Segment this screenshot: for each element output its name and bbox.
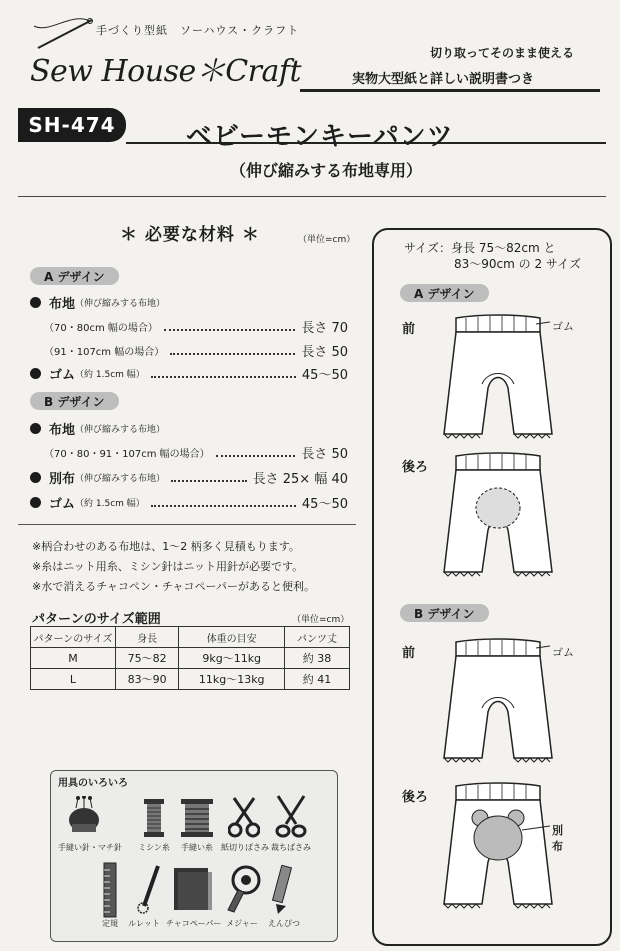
pants-a-back-illustration: [436, 450, 560, 582]
leader-dots: [164, 321, 295, 331]
available-sizes: [404, 240, 581, 272]
sub-fabric-callout-2: 布: [552, 840, 563, 853]
design-b-sub-fabric: [30, 467, 348, 487]
table-cell: L: [31, 669, 116, 690]
tool-label: チャコペーパー: [166, 919, 222, 928]
fabric-name: 布地: [49, 296, 76, 312]
table-header-row: [31, 627, 350, 648]
pants-b-front-illustration: [436, 636, 560, 768]
tracing-wheel-icon: [136, 862, 164, 914]
front-label: 前: [402, 646, 416, 661]
table-cell: M: [31, 648, 116, 669]
fabric-note: （伸び縮みする布地）: [75, 424, 166, 435]
size-table-unit: （単位=cm）: [292, 615, 350, 625]
width-condition: （70・80cm 幅の場合）: [44, 322, 158, 334]
pants-a-front-illustration: [436, 312, 560, 444]
tool-label: 定規: [102, 919, 118, 928]
ruler-icon: [100, 862, 120, 918]
pencil-icon: [270, 864, 296, 914]
elastic-name: ゴム: [49, 496, 76, 512]
elastic-callout: ゴム: [552, 320, 574, 333]
leader-dots: [151, 368, 296, 378]
brand-subtitle: 手づくり型紙 ソーハウス・クラフト: [96, 24, 300, 37]
sizes-line: サイズ：身長 75〜82cm と: [404, 241, 556, 255]
hand-thread-icon: [180, 798, 214, 838]
design-a-badge: A デザイン: [30, 267, 119, 285]
width-condition: （91・107cm 幅の場合）: [44, 346, 165, 358]
leader-dots: [151, 497, 296, 507]
tool-label: メジャー: [226, 919, 258, 928]
column-header: パンツ丈: [285, 627, 350, 648]
bullet-icon: [30, 297, 41, 308]
fabric-note: （伸び縮みする布地）: [75, 298, 166, 309]
paper-scissors-icon: [228, 796, 260, 838]
design-b-badge: B デザイン: [30, 392, 119, 410]
remark-line: ※糸はニット用糸、ミシン針はニット用針が必要です。: [32, 560, 304, 573]
tool-label: 手縫い糸: [181, 843, 213, 852]
remark-line: ※水で消えるチャコペン・チャコペーパーがあると便利。: [32, 580, 316, 593]
materials-heading: ＊ 必要な材料 ＊: [120, 225, 260, 245]
thread-spool-icon: [142, 798, 166, 838]
section-divider: [18, 196, 606, 197]
tagline-underline: [300, 89, 600, 92]
materials-divider: [18, 524, 356, 525]
bullet-icon: [30, 472, 41, 483]
elastic-callout: ゴム: [552, 646, 574, 659]
fabric-name: 布地: [49, 422, 76, 438]
sub-fabric-note: （伸び縮みする布地）: [75, 473, 166, 484]
column-header: パターンのサイズ: [31, 627, 116, 648]
leader-dots: [170, 345, 295, 355]
design-a-diagram-badge: A デザイン: [400, 284, 489, 302]
tool-label: 紙切りばさみ: [221, 843, 269, 852]
elastic-note: （約 1.5cm 幅）: [75, 369, 145, 380]
tagline-full-size: 実物大型紙と詳しい説明書つき: [352, 72, 535, 87]
table-cell: 11kg〜13kg: [179, 669, 285, 690]
sub-fabric-callout-1: 別: [552, 824, 563, 837]
design-a-fabric-row-2: [44, 340, 348, 360]
bullet-icon: [30, 368, 41, 379]
product-title: ベビーモンキーパンツ: [186, 122, 454, 152]
pants-b-back-illustration: [436, 780, 560, 916]
bullet-icon: [30, 423, 41, 434]
design-a-fabric: [30, 292, 348, 312]
table-cell: 約 38: [285, 648, 350, 669]
sizes-line: 83〜90cm の 2 サイズ: [454, 257, 581, 271]
tool-label: えんぴつ: [268, 919, 300, 928]
table-cell: 約 41: [285, 669, 350, 690]
column-header: 体重の目安: [179, 627, 285, 648]
column-header: 身長: [116, 627, 179, 648]
elastic-note: （約 1.5cm 幅）: [75, 498, 145, 509]
design-a-fabric-row-1: [44, 316, 348, 336]
tool-label: ルレット: [128, 919, 160, 928]
tools-title: 用具のいろいろ: [58, 778, 128, 789]
tool-label: 手縫い針・マチ針: [58, 843, 122, 852]
chalk-paper-icon: [172, 866, 212, 912]
design-b-fabric: [30, 418, 348, 438]
tape-measure-icon: [224, 864, 264, 914]
back-label: 後ろ: [402, 460, 429, 475]
size-table-title: パターンのサイズ範囲: [32, 612, 161, 627]
fabric-length: 長さ 70: [301, 320, 348, 336]
materials-unit: （単位=cm）: [298, 235, 356, 245]
remark-line: ※柄合わせのある布地は、1〜2 柄多く見積もります。: [32, 540, 300, 553]
design-b-diagram-badge: B デザイン: [400, 604, 489, 622]
front-label: 前: [402, 322, 416, 337]
sub-fabric-name: 別布: [49, 471, 76, 487]
fabric-length: 長さ 50: [301, 344, 348, 360]
leader-dots: [216, 447, 296, 457]
fabric-length: 長さ 50: [301, 446, 348, 462]
table-row: [31, 648, 350, 669]
design-b-fabric-row-1: [44, 442, 348, 462]
sub-fabric-size: 長さ 25× 幅 40: [252, 471, 348, 487]
remarks: [32, 537, 315, 597]
pincushion-icon: [66, 796, 102, 836]
design-b-elastic: [30, 492, 348, 512]
size-table: [30, 626, 350, 690]
tool-label: ミシン糸: [138, 843, 170, 852]
table-cell: 83〜90: [116, 669, 179, 690]
elastic-name: ゴム: [49, 367, 76, 383]
product-code: SH-474: [18, 108, 126, 142]
table-row: [31, 669, 350, 690]
table-cell: 75〜82: [116, 648, 179, 669]
fabric-shears-icon: [274, 794, 308, 838]
back-label: 後ろ: [402, 790, 429, 805]
tagline-cut-out: 切り取ってそのまま使える: [430, 46, 575, 60]
bullet-icon: [30, 497, 41, 508]
leader-dots: [171, 472, 247, 482]
elastic-length: 45〜50: [301, 367, 348, 383]
table-cell: 9kg〜11kg: [179, 648, 285, 669]
product-subtitle: （伸び縮みする布地専用）: [230, 161, 423, 180]
design-a-elastic: [30, 363, 348, 383]
tool-label: 裁ちばさみ: [271, 843, 311, 852]
width-condition: （70・80・91・107cm 幅の場合）: [44, 448, 210, 460]
brand-logo: Sew House＊Craft: [30, 54, 302, 89]
elastic-length: 45〜50: [301, 496, 348, 512]
